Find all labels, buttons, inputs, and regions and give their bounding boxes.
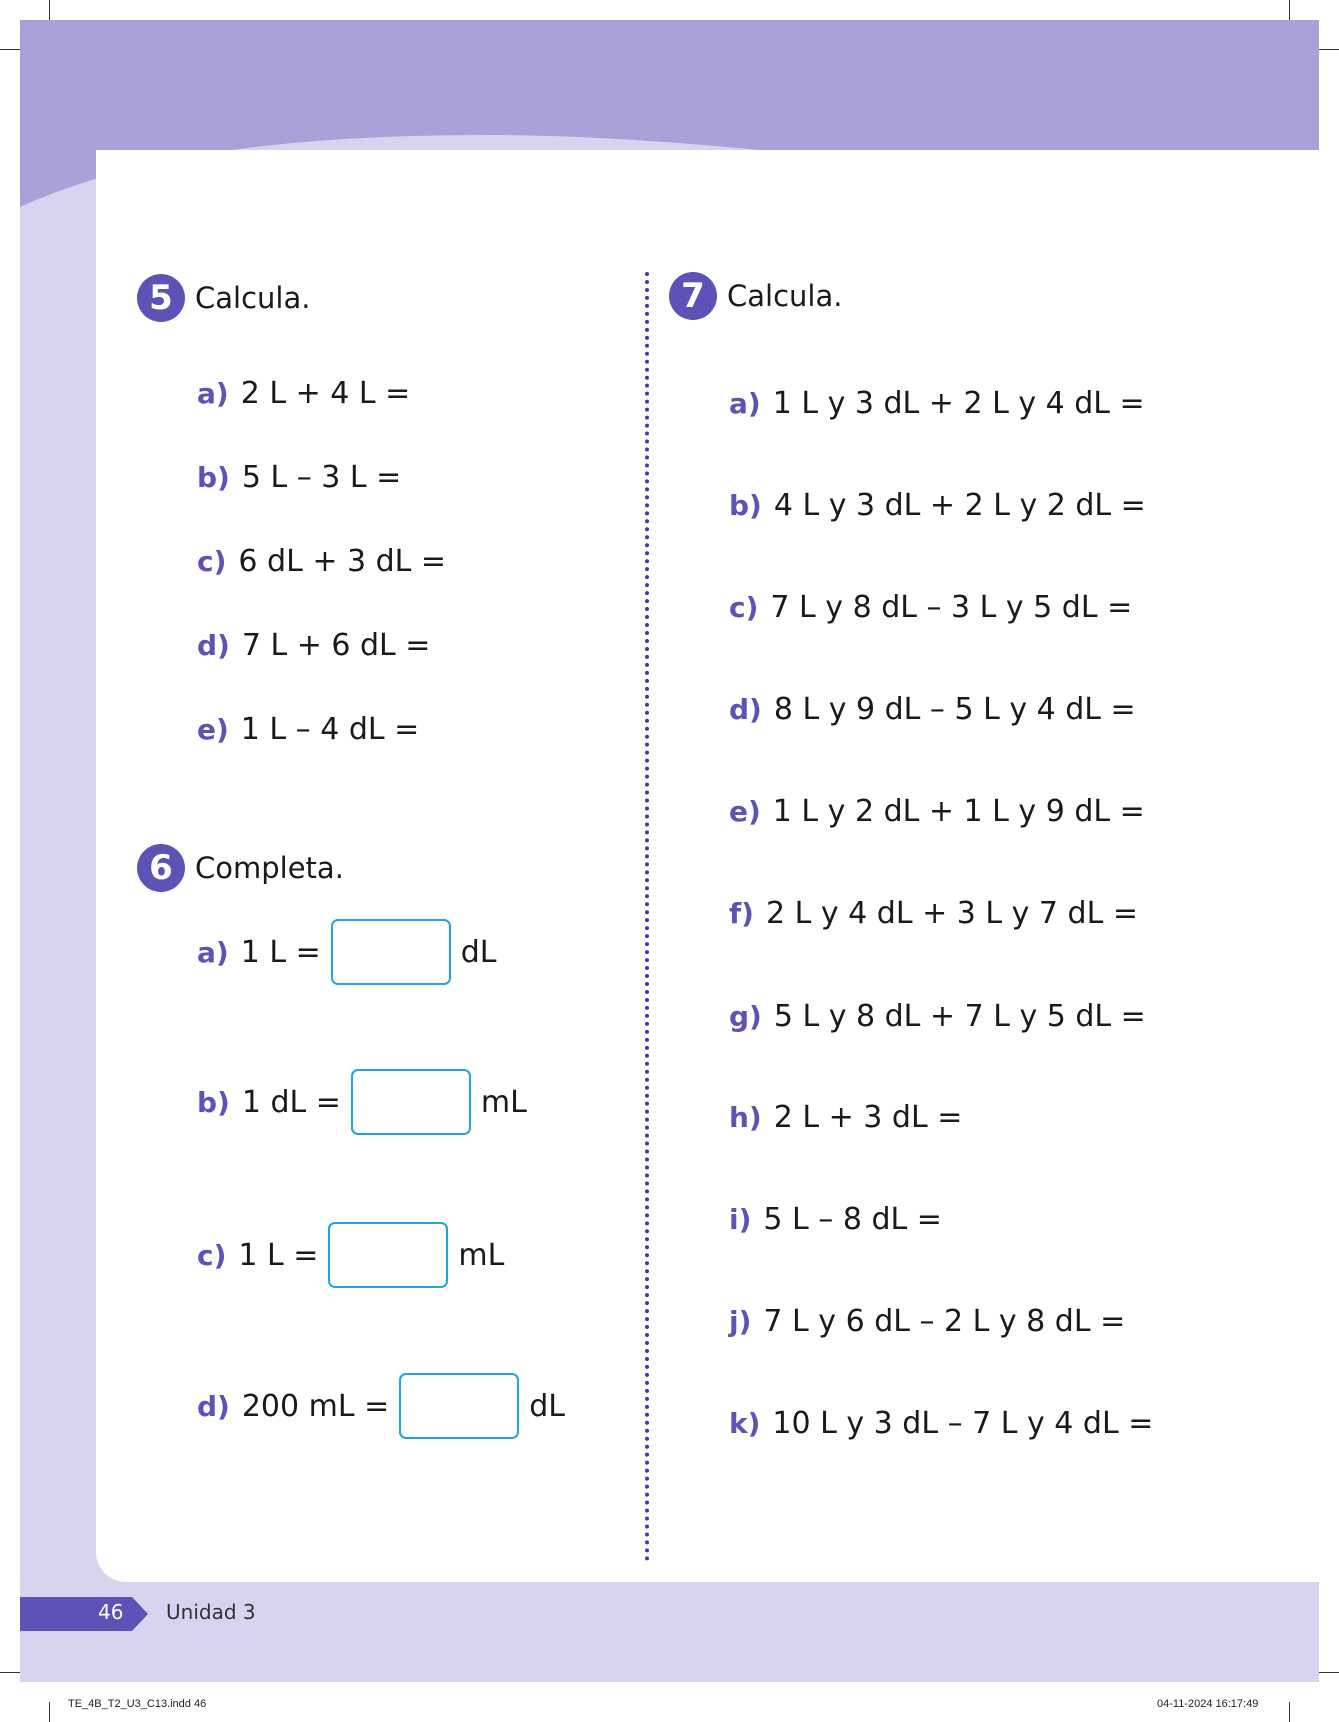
item-left-expression: 1 L = [238, 1237, 319, 1273]
item-left-expression: 1 L = [240, 934, 321, 970]
page-number-tab [20, 1597, 148, 1631]
item-unit: mL [458, 1237, 505, 1273]
exercise-item [729, 1100, 962, 1135]
exercise-item [729, 896, 1138, 931]
item-letter: a) [729, 387, 761, 420]
crop-mark [1319, 49, 1339, 50]
section-number-badge: 6 [137, 844, 185, 892]
fill-in-item [197, 1069, 527, 1135]
item-letter: e) [729, 795, 761, 828]
section-5-header [137, 274, 310, 322]
exercise-item [729, 488, 1146, 523]
section-6-header [137, 844, 344, 892]
crop-mark [49, 0, 50, 20]
item-letter: b) [729, 489, 762, 522]
item-letter: h) [729, 1101, 762, 1134]
item-expression: 7 L y 8 dL – 3 L y 5 dL = [770, 590, 1133, 625]
item-expression: 8 L y 9 dL – 5 L y 4 dL = [773, 692, 1136, 727]
item-unit: mL [480, 1084, 527, 1120]
section-number-badge: 7 [669, 272, 717, 320]
answer-box[interactable] [351, 1069, 471, 1135]
item-expression: 10 L y 3 dL – 7 L y 4 dL = [772, 1406, 1154, 1441]
exercise-item [729, 386, 1145, 421]
fill-in-item [197, 919, 496, 985]
unit-label: Unidad 3 [166, 1600, 256, 1624]
item-letter: i) [729, 1203, 752, 1236]
item-letter: f) [729, 897, 754, 930]
section-number-badge: 5 [137, 274, 185, 322]
item-letter: b) [197, 1085, 230, 1119]
crop-mark [1289, 1702, 1290, 1722]
item-expression: 1 L y 3 dL + 2 L y 4 dL = [772, 386, 1145, 421]
crop-mark [0, 1672, 20, 1673]
crop-mark [1319, 1672, 1339, 1673]
item-left-expression: 200 mL = [241, 1388, 390, 1424]
section-title: Completa. [195, 851, 344, 885]
item-letter: c) [197, 1238, 227, 1272]
item-letter: b) [197, 461, 230, 494]
exercise-item [197, 376, 410, 411]
exercise-item [729, 590, 1132, 625]
section-7-header [669, 272, 842, 320]
exercise-item [729, 692, 1136, 727]
exercise-item [197, 712, 419, 747]
item-letter: a) [197, 935, 229, 969]
crop-mark [0, 49, 20, 50]
column-divider [645, 272, 649, 1562]
item-letter: e) [197, 713, 229, 746]
section-title: Calcula. [727, 279, 843, 313]
crop-mark [49, 1702, 50, 1722]
print-slug-file: TE_4B_T2_U3_C13.indd 46 [68, 1698, 207, 1710]
answer-box[interactable] [331, 919, 451, 985]
print-slug-date: 04-11-2024 16:17:49 [1157, 1698, 1259, 1710]
answer-box[interactable] [328, 1222, 448, 1288]
item-letter: g) [729, 1000, 762, 1033]
item-expression: 7 L + 6 dL = [241, 628, 431, 663]
item-unit: dL [460, 934, 497, 970]
item-expression: 5 L – 3 L = [241, 460, 402, 495]
exercise-item [729, 1202, 942, 1237]
page-number: 46 [98, 1600, 124, 1624]
item-expression: 2 L + 3 dL = [773, 1100, 963, 1135]
item-letter: d) [729, 693, 762, 726]
exercise-item [729, 1304, 1125, 1339]
item-expression: 7 L y 6 dL – 2 L y 8 dL = [763, 1304, 1126, 1339]
item-unit: dL [529, 1388, 566, 1424]
exercise-item [197, 544, 446, 579]
item-letter: k) [729, 1407, 761, 1440]
exercise-item [729, 794, 1145, 829]
crop-mark [1289, 0, 1290, 20]
item-letter: c) [197, 545, 227, 578]
fill-in-item [197, 1222, 504, 1288]
section-title: Calcula. [195, 281, 311, 315]
item-expression: 6 dL + 3 dL = [238, 544, 447, 579]
exercise-item [729, 1406, 1153, 1441]
exercise-item [197, 460, 401, 495]
item-letter: d) [197, 629, 230, 662]
item-expression: 4 L y 3 dL + 2 L y 2 dL = [773, 488, 1146, 523]
item-left-expression: 1 dL = [241, 1084, 341, 1120]
item-expression: 2 L y 4 dL + 3 L y 7 dL = [765, 896, 1138, 931]
item-expression: 2 L + 4 L = [240, 376, 411, 411]
exercise-item [729, 999, 1146, 1034]
answer-box[interactable] [399, 1373, 519, 1439]
exercise-item [197, 628, 430, 663]
item-expression: 1 L y 2 dL + 1 L y 9 dL = [772, 794, 1145, 829]
fill-in-item [197, 1373, 565, 1439]
item-letter: a) [197, 377, 229, 410]
item-letter: j) [729, 1305, 752, 1338]
item-letter: d) [197, 1389, 230, 1423]
item-expression: 5 L y 8 dL + 7 L y 5 dL = [773, 999, 1146, 1034]
item-expression: 1 L – 4 dL = [240, 712, 420, 747]
item-letter: c) [729, 591, 759, 624]
item-expression: 5 L – 8 dL = [763, 1202, 942, 1237]
